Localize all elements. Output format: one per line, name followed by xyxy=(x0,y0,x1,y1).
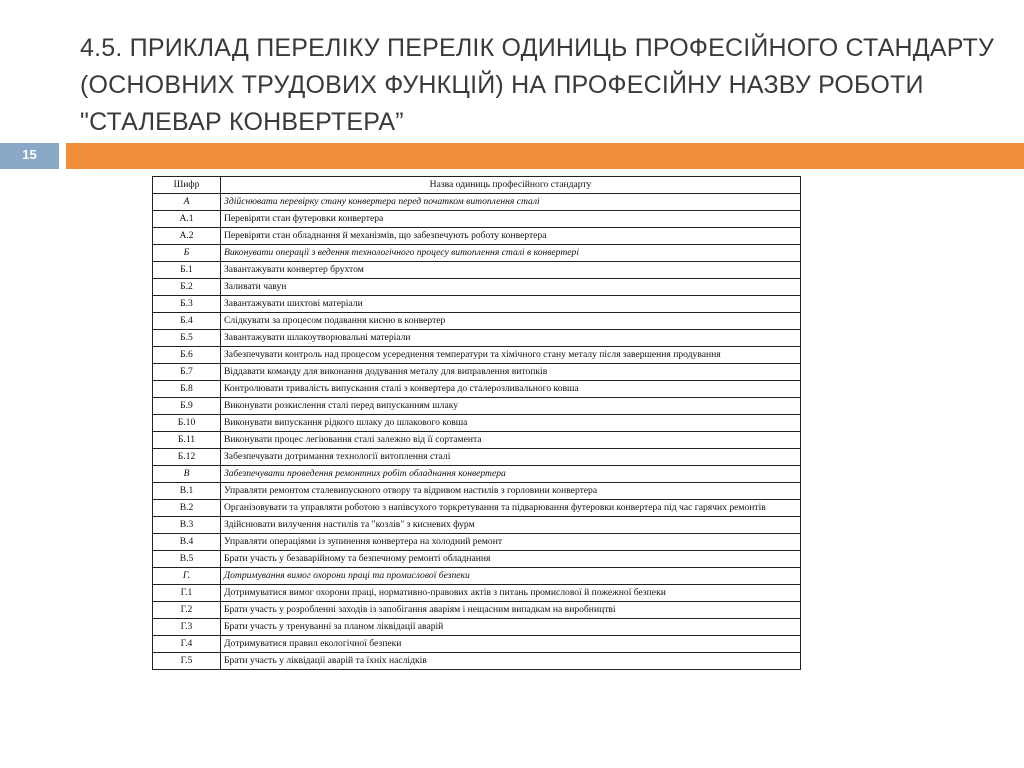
cell-name: Дотримуватися вимог охорони праці, нормативно-правових актів з питань промислової й пожежної безпеки xyxy=(221,585,801,602)
cell-name: Завантажувати шихтові матеріали xyxy=(221,296,801,313)
cell-name: Віддавати команду для виконання додування металу для виправлення витопків xyxy=(221,364,801,381)
cell-code: Б.7 xyxy=(153,364,221,381)
cell-name: Брати участь у ліквідації аварій та їхніх наслідків xyxy=(221,653,801,670)
cell-name: Дотримуватися правил екологічної безпеки xyxy=(221,636,801,653)
header-code: Шифр xyxy=(153,177,221,194)
cell-code: Б.3 xyxy=(153,296,221,313)
cell-code: А xyxy=(153,194,221,211)
cell-name: Перевіряти стан футеровки конвертера xyxy=(221,211,801,228)
table-row xyxy=(153,279,801,296)
table-group-row xyxy=(153,194,801,211)
cell-code: Г.3 xyxy=(153,619,221,636)
cell-name: Виконувати розкислення сталі перед випусканням шлаку xyxy=(221,398,801,415)
cell-name: Здійснювати перевірку стану конвертера перед початком витоплення сталі xyxy=(221,194,801,211)
cell-code: Г. xyxy=(153,568,221,585)
cell-code: А.2 xyxy=(153,228,221,245)
header-name: Назва одиниць професійного стандарту xyxy=(221,177,801,194)
table-row xyxy=(153,449,801,466)
table-row xyxy=(153,619,801,636)
cell-name: Перевіряти стан обладнання й механізмів, що забезпечують роботу конвертера xyxy=(221,228,801,245)
title-line-3: "СТАЛЕВАР КОНВЕРТЕРА” xyxy=(80,108,404,136)
cell-name: Завантажувати шлакоутворювальні матеріали xyxy=(221,330,801,347)
table-row xyxy=(153,432,801,449)
cell-code: Б.4 xyxy=(153,313,221,330)
cell-name: Забезпечувати дотримання технології витоплення сталі xyxy=(221,449,801,466)
cell-code: Б.11 xyxy=(153,432,221,449)
cell-code: В.4 xyxy=(153,534,221,551)
table-group-row xyxy=(153,245,801,262)
table-row xyxy=(153,330,801,347)
cell-code: Б.1 xyxy=(153,262,221,279)
table-row xyxy=(153,347,801,364)
cell-code: Б.8 xyxy=(153,381,221,398)
cell-name: Контролювати тривалість випускання сталі з конвертера до сталерозливального ковша xyxy=(221,381,801,398)
cell-name: Управляти операціями із зупинення конвертера на холодний ремонт xyxy=(221,534,801,551)
table-row xyxy=(153,211,801,228)
cell-code: Г.2 xyxy=(153,602,221,619)
accent-bar xyxy=(66,143,1024,169)
cell-name: Брати участь у тренуванні за планом ліквідації аварій xyxy=(221,619,801,636)
cell-code: Б.5 xyxy=(153,330,221,347)
table-row xyxy=(153,228,801,245)
cell-code: Б.10 xyxy=(153,415,221,432)
cell-code: В.5 xyxy=(153,551,221,568)
cell-code: Б xyxy=(153,245,221,262)
cell-code: Б.6 xyxy=(153,347,221,364)
cell-code: Г.1 xyxy=(153,585,221,602)
table-row xyxy=(153,262,801,279)
table-row xyxy=(153,415,801,432)
cell-code: Г.5 xyxy=(153,653,221,670)
table-row xyxy=(153,602,801,619)
cell-name: Управляти ремонтом сталевипускного отвору та відривом настилів з горловини конвертера xyxy=(221,483,801,500)
title-line-1: 4.5. ПРИКЛАД ПЕРЕЛІКУ ПЕРЕЛІК ОДИНИЦЬ ПРОФЕСІЙНОГО СТАНДАРТУ xyxy=(80,34,995,62)
table-row xyxy=(153,653,801,670)
table-row xyxy=(153,313,801,330)
slide-title xyxy=(80,30,1000,141)
cell-code: Б.2 xyxy=(153,279,221,296)
table-group-row xyxy=(153,568,801,585)
cell-name: Брати участь у безаварійному та безпечному ремонті обладнання xyxy=(221,551,801,568)
cell-code: Б.12 xyxy=(153,449,221,466)
cell-name: Брати участь у розробленні заходів із запобігання аваріям і нещасним випадкам на виробництві xyxy=(221,602,801,619)
cell-name: Слідкувати за процесом подавання кисню в конвертер xyxy=(221,313,801,330)
table-row xyxy=(153,398,801,415)
cell-name: Дотримування вимог охорони праці та промислової безпеки xyxy=(221,568,801,585)
cell-name: Виконувати операції з ведення технологічного процесу витоплення сталі в конвертері xyxy=(221,245,801,262)
cell-name: Завантажувати конвертер брухтом xyxy=(221,262,801,279)
table-row xyxy=(153,381,801,398)
cell-name: Забезпечувати проведення ремонтних робіт обладнання конвертера xyxy=(221,466,801,483)
table-header-row xyxy=(153,177,801,194)
table-row xyxy=(153,517,801,534)
cell-code: В xyxy=(153,466,221,483)
cell-name: Здійснювати вилучення настилів та "козлів" з кисневих фурм xyxy=(221,517,801,534)
table-row xyxy=(153,551,801,568)
cell-name: Забезпечувати контроль над процесом усереднення температури та хімічного стану металу після завершення продування xyxy=(221,347,801,364)
cell-code: Г.4 xyxy=(153,636,221,653)
table-row xyxy=(153,500,801,517)
cell-name: Заливати чавун xyxy=(221,279,801,296)
table-row xyxy=(153,296,801,313)
standard-units-table xyxy=(152,176,801,670)
table-group-row xyxy=(153,466,801,483)
page-number: 15 xyxy=(0,143,59,169)
table-row xyxy=(153,636,801,653)
table-row xyxy=(153,483,801,500)
cell-code: Б.9 xyxy=(153,398,221,415)
table-row xyxy=(153,364,801,381)
title-line-2: (ОСНОВНИХ ТРУДОВИХ ФУНКЦІЙ) НА ПРОФЕСІЙНУ НАЗВУ РОБОТИ xyxy=(80,71,924,99)
cell-code: В.3 xyxy=(153,517,221,534)
cell-code: В.1 xyxy=(153,483,221,500)
cell-code: А.1 xyxy=(153,211,221,228)
table-row xyxy=(153,534,801,551)
cell-name: Організовувати та управляти роботою з напівсухого торкретування та підварювання футеровки конвертера під час гарячих ремонтів xyxy=(221,500,801,517)
table-row xyxy=(153,585,801,602)
cell-name: Виконувати процес легіювання сталі залежно від її сортамента xyxy=(221,432,801,449)
cell-name: Виконувати випускання рідкого шлаку до шлакового ковша xyxy=(221,415,801,432)
cell-code: В.2 xyxy=(153,500,221,517)
